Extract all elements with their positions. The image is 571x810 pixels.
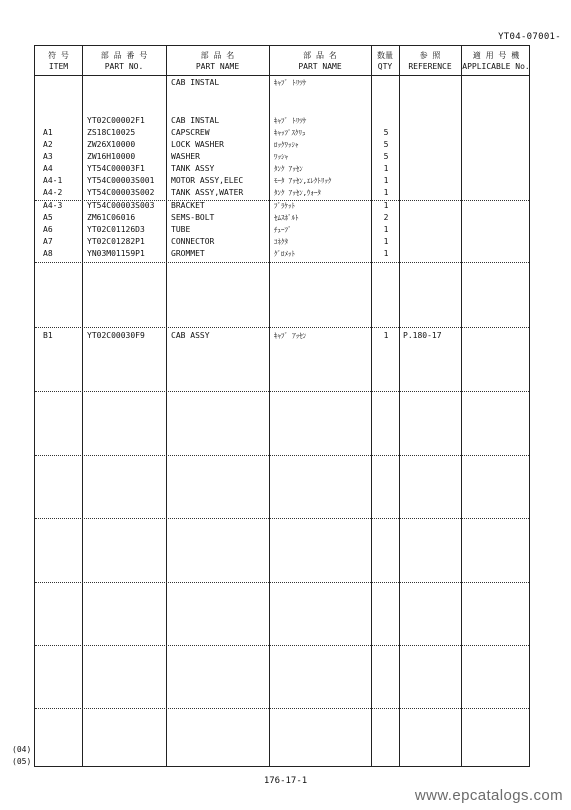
row-separator (35, 708, 529, 709)
table-row (35, 152, 529, 162)
part-number: YT02C01282P1 (87, 237, 145, 246)
quantity: 1 (383, 164, 389, 173)
part-name: TANK ASSY,WATER (171, 188, 244, 197)
item-code: A7 (43, 237, 53, 246)
part-number: YT54C00003F1 (87, 164, 145, 173)
part-name: CONNECTOR (171, 237, 215, 246)
header-item-jp: 符 号 (48, 50, 69, 60)
header-qty-en: QTY (377, 61, 393, 71)
table-row (35, 249, 529, 259)
part-name: GROMMET (171, 249, 205, 258)
header-part-no-en: PART NO. (104, 61, 144, 71)
part-name-jp: ﾌﾞﾗｹｯﾄ (274, 202, 295, 210)
part-name: LOCK WASHER (171, 140, 224, 149)
item-code: A4 (43, 164, 53, 173)
part-name-jp: ｸﾞﾛﾒｯﾄ (274, 250, 295, 258)
header-applicable (461, 46, 531, 75)
part-name-jp: ｷｬｯﾌﾟｽｸﾘｭ (274, 129, 306, 137)
part-name-jp: ｷｬﾌﾞ ﾄﾘﾂｹ (274, 79, 307, 87)
table-row (35, 176, 529, 186)
table-row (35, 225, 529, 235)
part-name: CAB INSTAL (171, 78, 220, 87)
table-row (35, 128, 529, 138)
quantity: 5 (383, 152, 389, 161)
document-code: YT04-07001- (498, 32, 561, 42)
header-part-name-2-jp: 部 品 名 (303, 50, 337, 60)
row-separator (35, 455, 529, 456)
part-name-jp: ｺﾈｸﾀ (274, 238, 288, 246)
part-name: TANK ASSY (171, 164, 215, 173)
watermark-logo: www.epcatalogs.com (414, 787, 563, 804)
header-item-en: ITEM (48, 61, 69, 71)
part-name: CAB INSTAL (171, 116, 220, 125)
page-number: 176-17-1 (263, 776, 308, 786)
quantity: 1 (383, 331, 389, 340)
quantity: 1 (383, 225, 389, 234)
header-part-no-jp: 部 品 番 号 (100, 50, 148, 60)
quantity: 1 (383, 188, 389, 197)
revision-mark: (05) (12, 757, 32, 766)
part-name: MOTOR ASSY,ELEC (171, 176, 244, 185)
item-code: A8 (43, 249, 53, 258)
item-code: A3 (43, 152, 53, 161)
part-name: TUBE (171, 225, 191, 234)
part-name: SEMS-BOLT (171, 213, 215, 222)
header-part-name-jp: 部 品 名 (200, 50, 235, 60)
reference: P.180-17 (403, 331, 442, 340)
header-applicable-en: APPLICABLE No. (462, 61, 530, 71)
header-applicable-jp: 適 用 号 機 (472, 50, 520, 60)
quantity: 1 (383, 201, 389, 210)
part-number: YN03M01159P1 (87, 249, 145, 258)
part-number: YT02C00002F1 (87, 116, 145, 125)
quantity: 5 (383, 128, 389, 137)
quantity: 1 (383, 249, 389, 258)
part-name: BRACKET (171, 201, 205, 210)
item-code: A5 (43, 213, 53, 222)
part-name-jp: ﾛｯｸﾜｯｼｬ (274, 141, 299, 149)
part-name-jp: ｷｬﾌﾞ ｱｯｾﾝ (274, 332, 307, 340)
part-name-jp: ﾀﾝｸ ｱｯｾﾝ,ｳｫｰﾀ (274, 189, 321, 197)
parts-table (34, 45, 530, 767)
part-number: ZS18C10025 (87, 128, 136, 137)
quantity: 1 (383, 237, 389, 246)
row-separator (35, 518, 529, 519)
header-part-name (166, 46, 269, 75)
header-reference-en: REFERENCE (408, 61, 452, 71)
part-name-jp: ﾁｭｰﾌﾞ (274, 226, 292, 234)
table-row (35, 331, 529, 341)
part-number: YT02C00030F9 (87, 331, 145, 340)
item-code: A6 (43, 225, 53, 234)
part-number: YT54C00003S003 (87, 201, 155, 210)
table-row (35, 78, 529, 88)
item-code: A4-3 (43, 201, 63, 210)
row-separator (35, 327, 529, 328)
quantity: 2 (383, 213, 389, 222)
part-number: ZM61C06016 (87, 213, 136, 222)
header-part-name-jp-col (269, 46, 371, 75)
table-row (35, 237, 529, 247)
quantity: 1 (383, 176, 389, 185)
table-row (35, 213, 529, 223)
header-qty-jp: 数量 (377, 50, 393, 60)
part-number: ZW26X10000 (87, 140, 136, 149)
header-part-no (82, 46, 166, 75)
row-separator (35, 582, 529, 583)
item-code: A1 (43, 128, 53, 137)
header-part-name-2-en: PART NAME (298, 61, 342, 71)
part-number: YT54C00003S002 (87, 188, 155, 197)
item-code: A4-2 (43, 188, 63, 197)
quantity: 5 (383, 140, 389, 149)
part-number: YT54C00003S001 (87, 176, 155, 185)
part-name-jp: ﾓｰﾀ ｱｯｾﾝ,ｴﾚｸﾄﾘｯｸ (274, 177, 332, 185)
row-separator (35, 391, 529, 392)
table-row (35, 116, 529, 126)
table-row (35, 188, 529, 198)
revision-mark: (04) (12, 745, 32, 754)
part-name-jp: ﾀﾝｸ ｱｯｾﾝ (274, 165, 303, 173)
header-reference (399, 46, 461, 75)
item-code: A2 (43, 140, 53, 149)
table-row (35, 201, 529, 211)
part-name: CAB ASSY (171, 331, 210, 340)
table-row (35, 164, 529, 174)
item-code: B1 (43, 331, 53, 340)
part-name: CAPSCREW (171, 128, 210, 137)
table-row (35, 140, 529, 150)
item-code: A4-1 (43, 176, 63, 185)
part-name-jp: ﾜｯｼｬ (274, 153, 288, 161)
row-separator (35, 645, 529, 646)
header-part-name-en: PART NAME (195, 61, 240, 71)
part-name-jp: ｾﾑｽﾎﾞﾙﾄ (274, 214, 299, 222)
part-name: WASHER (171, 152, 200, 161)
header-reference-jp: 参 照 (419, 50, 441, 60)
part-name-jp: ｷｬﾌﾞ ﾄﾘﾂｹ (274, 117, 307, 125)
row-separator (35, 262, 529, 263)
header-qty (371, 46, 399, 75)
part-number: YT02C01126D3 (87, 225, 145, 234)
part-number: ZW16H10000 (87, 152, 136, 161)
header-divider (35, 75, 529, 76)
header-item (35, 46, 82, 75)
